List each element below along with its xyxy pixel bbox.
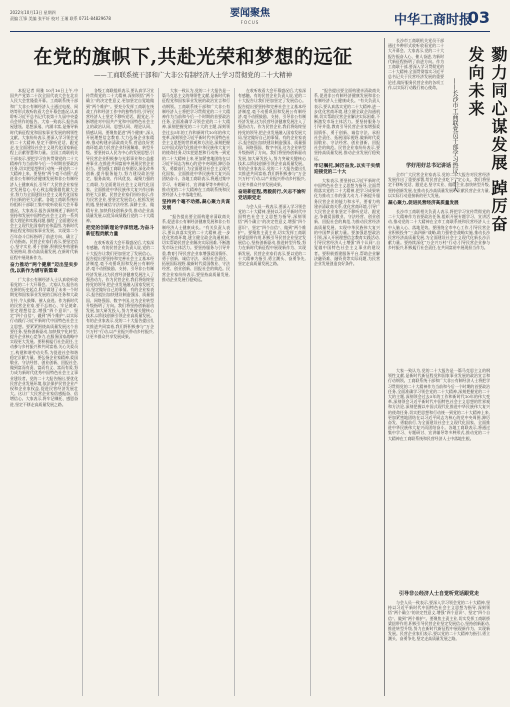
side-article-title: 勠力同心谋发展 踔厉奋发向未来: [466, 46, 508, 234]
paragraph: 在收听收看大会开幕盛况后,大家深有感触。有的民营企业负责人说,党的二十大报告让我们更加坚定了发展信心。报告提出要坚持和完善社会主义基本经济制度,毫不动摇巩固和发展公有制经济,毫不动摇鼓励、支持、引导非公有制经济发展,这为民营经济健康发展注入了强劲动力。作为民营企业,我们将始终坚持党的领导,把企业发展融入国家发展大局,坚定做好自己的事情。有的企业家表示,报告提出加快建设制造强国、质量强国、网络强国、数字中国,这为企业转型升级指明了方向。我们将坚持创新驱动发展,加大研发投入,努力突破关键核心技术,以科技创新引领企业高质量发展。有的企业家表示,党的二十大报告提出扎实推进共同富裕,我们将积极参与“万企兴万村”行动,以产业振兴带动乡村振兴,让更多群众共享发展成果。: [238, 88, 306, 187]
section-heading-3: 坚持两个毫不动摇,凝心聚力共谋发展: [162, 200, 230, 212]
paragraph: 全市广大民营企业家表示,党的二十大报告对民营经济发展作出了重要部署,给民营企业吃下了定心丸。我们将坚定不移听党话、跟党走,坚守实业、做精主业,加快转型升级,坚持创新发展,在推动长沙高质量发展中贡献民营企业力量,以实际行动迎接新的更大发展。: [388, 172, 490, 198]
paragraph: 各级工商联组织表示,要认真学习宣传贯彻党的二十大精神,深刻领悟“两个确立”的决定性意义,更加坚定自觉地做到“两个维护”。要充分发挥工商联在统战工作和经济工作中的独特作用,引导民营经济人士坚定不移听党话、跟党走,不断增进对中国共产党和中国特色社会主义的政治认同、思想认同、理论认同、情感认同。要聚焦促进“两个健康”,深入开展理想信念教育,大力弘扬企业家精神,推动构建亲清政商关系,营造良好营商环境,助力民营企业纾困解难、转型升级。要坚持以人民为中心的发展思想,引导民营企业积极参与光彩事业和公益慈善事业,在推进共同富裕中展现民营企业担当。要加强工商联自身建设,深化改革创新,提升服务能力,努力建设政治坚定、服务高效、作风优良、凝聚力强的工商联,为全面建设社会主义现代化国家、全面推进中华民族伟大复兴作出新的更大贡献。民营企业家们纷纷表示,作为民营企业,要坚定发展信心,抢抓发展机遇,坚持诚信守法经营,深耕主业、做精专业,加快科技创新步伐,推动企业高质量发展,以优异成绩践行党的二十大精神。: [86, 88, 154, 224]
paragraph: 大家表示,要坚持以习近平新时代中国特色社会主义思想为指导,全面贯彻落实党的二十大精神,把学习成果转化为推动工作的强大动力,不断提升服务民营企业的能力和水平。要着力构建亲清政商关系,优化营商环境,引导广大民营企业家坚定不移听党话、跟党走,争做爱国敬业、守法经营、创业创新、回报社会的典范,为推动民营经济高质量发展、实现中华民族伟大复兴的中国梦贡献力量。要加强思想政治引领,深入开展理想信念教育实践活动,引导民营经济人士增强“四个认同”,自觉做中国特色社会主义事业的建设者。要积极搭建服务平台,帮助企业解决融资难、融资贵等实际问题,为民营企业发展创造良好条件。: [314, 177, 380, 267]
article-column-5: [314, 88, 380, 696]
side-column-lower: [388, 368, 490, 586]
side-article-subtitle: ——长沙市工商联党员干部学习热议二十大: [451, 78, 458, 192]
section-heading-2: 把党的创新理论学深悟透,为奋斗新征程贡献力量: [86, 226, 154, 238]
section-name-en: FOCUS: [240, 20, 260, 25]
side-column-mid: [388, 172, 490, 364]
section-label: [218, 8, 282, 25]
section-heading-1: 奋力推动“两个健康”迈出坚实步伐,以新作为谱写新篇章: [10, 262, 78, 274]
paragraph: 长沙市工商联相关负责人表示,将把学习宣传贯彻党的二十大精神作为首要政治任务,组织开展专题学习、宣讲活动,推动党的二十大精神在全市工商联系统和民营经济人士中入脑入心、落地见效。要围绕全市中心工作,引导民营企业积极投身“三高四新”战略,助力强省会战略实施,推动长沙民营经济高质量发展,为全面建设社会主义现代化新长沙贡献力量。要持续深化“万企兴万村”行动,引导民营企业参与乡村振兴,积极履行社会责任,在共同富裕中展现担当作为。: [388, 209, 490, 251]
section-name: 要闻聚焦: [230, 8, 270, 19]
page-number: 03: [467, 8, 490, 27]
article-divider: [384, 38, 385, 696]
paragraph: 大家一致认为,党的二十大报告是一篇马克思主义的纲领性文献,是新时代新征程党和国家事业发展的政治宣言和行动纲领。工商联系统干部和广大非公有制经济人士将把学习贯彻党的二十大精神作为当前和今后一个时期的首要政治任务,全面准确学习领会党的二十大精神,深刻把握党的二十大的主题,深刻领会过去5年的工作和新时代10年的伟大变革,深刻领会习近平新时代中国特色社会主义思想的世界观和方法论,深刻把握以中国式现代化推进中华民族伟大复兴的使命任务,切实把思想和行动统一到党的二十大精神上来,更加紧密地团结在以习近平同志为核心的党中央周围,踔厉奋发、勇毅前行,为全面建设社会主义现代化国家、全面推进中华民族伟大复兴而团结奋斗。各地工商联表示,将通过集中学习、专题研讨、宣讲辅导等多种形式,推动党的二十大精神在工商联系统和民营经济人士中落地生根。: [388, 368, 490, 441]
issue-date: 2022年10月13日 星期四: [10, 10, 56, 15]
paragraph: “报告提出要全面构建亲清政商关系,促进非公有制经济健康发展和非公有制经济人士健康成长。”有关负责人表示,要认真落实党的二十大精神,进一步优化营商环境,建立健全政企沟通机制,切实帮助民营企业解决实际困难,不断激发市场主体活力。要坚持服务与引导并重,教育引导民营企业家增强爱国情怀、勇于创新、诚信守法、承担社会责任、拓展国际视野,做新时代爱国敬业、守法经营、创业创新、回报社会的典范。民营企业家纷纷表示,要坚持高质量发展,推动企业发展行稳致远。: [314, 88, 380, 161]
issue-info: [10, 10, 180, 21]
column-divider: [158, 88, 159, 696]
paragraph: 在收听收看大会开幕盛况后,大家深有感触。有的民营企业负责人说,党的二十大报告让我们更加坚定了发展信心。报告提出要坚持和完善社会主义基本经济制度,毫不动摇巩固和发展公有制经济,毫不动摇鼓励、支持、引导非公有制经济发展,这为民营经济健康发展注入了强劲动力。作为民营企业,我们将始终坚持党的领导,把企业发展融入国家发展大局,坚定做好自己的事情。有的企业家表示,报告提出加快建设制造强国、质量强国、网络强国、数字中国,这为企业转型升级指明了方向。我们将坚持创新驱动发展,加大研发投入,努力突破关键核心技术,以科技创新引领企业高质量发展。有的企业家表示,党的二十大报告提出扎实推进共同富裕,我们将积极参与“万企兴万村”行动,以产业振兴带动乡村振兴,让更多群众共享发展成果。: [86, 240, 154, 339]
paragraph: 与会人员一致表示,要深入学习领会党的二十大精神,坚持以习近平新时代中国特色社会主义思想为指导,深刻领悟“两个确立”的决定性意义,增强“四个意识”、坚定“四个自信”、做到“两个维护”。要聚焦主责主业,切实发挥工商联桥梁纽带作用,积极引导民营企业坚定发展信心,坚持创新驱动,推进转型升级,努力在新时代新征程中展现新作为、实现新发展。民营企业家们表示,要以党的二十大精神为指引,勇立潮头、奋勇争先,坚定走高质量发展之路。: [388, 600, 490, 642]
paragraph: “报告提出要全面构建亲清政商关系,促进非公有制经济健康发展和非公有制经济人士健康成长。”有关负责人表示,要认真落实党的二十大精神,进一步优化营商环境,建立健全政企沟通机制,切实帮助民营企业解决实际困难,不断激发市场主体活力。要坚持服务与引导并重,教育引导民营企业家增强爱国情怀、勇于创新、诚信守法、承担社会责任、拓展国际视野,做新时代爱国敬业、守法经营、创业创新、回报社会的典范。民营企业家纷纷表示,要坚持高质量发展,推动企业发展行稳致远。: [162, 214, 230, 282]
paragraph: 本报记者 周雅 10月16日上午,中国共产党第二十次全国代表大会在北京人民大会堂隆重开幕。工商联系统干部和广大非公有制经济人士通过电视、网络等形式收听收看大会开幕会盛况,认真聆听习近平总书记代表第十九届中央委员会所作的报告。大家一致表示,报告高屋建瓴、思想深邃、内涵丰富,是指导新时代新征程党和国家事业发展的纲领性文献。大家纷纷表示,要深入学习领会党的二十大精神,坚定不移听党话、跟党走,在全面建设社会主义现代化国家新征程上贡献智慧和力量。全国工商联机关干部表示,要把学习宣传贯彻党的二十大精神作为当前和今后一个时期首要政治任务,切实把思想和行动统一到党的二十大精神上来。要坚持“两个毫不动摇”,促进非公有制经济健康发展和非公有制经济人士健康成长,引导广大民营企业家坚定发展信心,专心致志做强做优做大企业,努力为全面建设社会主义现代化国家作出新的更大贡献。各地工商联系统纷纷组织干部职工集中收听收看大会开幕盛况。大家表示,报告深刻阐述了新时代坚持和发展中国特色社会主义的一系列重大理论和实践问题,描绘了全面建设社会主义现代化国家的宏伟蓝图,为新时代新征程党和国家事业发展、实现第二个百年奋斗目标指明了前进方向、确立了行动指南。民营企业家们表示,要坚定信心,坚守实业,勇于创新,积极投身构建新发展格局,推动高质量发展,在新时代新征程中展现新作为。: [10, 88, 78, 260]
section-heading-5: 牢记嘱托,踔厉奋发,以实干实绩迎接党的二十大: [314, 163, 380, 175]
paper-name: 中华工商时报: [393, 13, 472, 28]
side-column-bottom: [388, 600, 490, 696]
headline: 在党的旗帜下,共赴光荣和梦想的远征: [33, 46, 353, 68]
section-heading-4: 奋进新征程,勇毅前行,矢志不渝听党话跟党走: [238, 189, 306, 201]
paragraph: 大家一致认为,党的二十大报告是一篇马克思主义的纲领性文献,是新时代新征程党和国家事业发展的政治宣言和行动纲领。工商联系统干部和广大非公有制经济人士将把学习贯彻党的二十大精神作为当前和今后一个时期的首要政治任务,全面准确学习领会党的二十大精神,深刻把握党的二十大的主题,深刻领会过去5年的工作和新时代10年的伟大变革,深刻领会习近平新时代中国特色社会主义思想的世界观和方法论,深刻把握以中国式现代化推进中华民族伟大复兴的使命任务,切实把思想和行动统一到党的二十大精神上来,更加紧密地团结在以习近平同志为核心的党中央周围,踔厉奋发、勇毅前行,为全面建设社会主义现代化国家、全面推进中华民族伟大复兴而团结奋斗。各地工商联表示,将通过集中学习、专题研讨、宣讲辅导等多种形式,推动党的二十大精神在工商联系统和民营经济人士中落地生根。: [162, 88, 230, 198]
paragraph: 广大非公有制经济人士认真收听收看党的二十大开幕会。大家认为,报告站在新的历史起点,科学谋划了未来一个时期党和国家事业发展的目标任务和大政方针,令人鼓舞、催人奋进。作为新时代的民营企业家,要不忘初心、牢记使命,坚定理想信念,增强“四个意识”、坚定“四个自信”、做到“两个维护”,以实际行动践行习近平新时代中国特色社会主义思想。要紧紧围绕高质量发展这个首要任务,坚持创新驱动,加快数字化转型,提升企业核心竞争力,在服务国家战略中实现更大发展。要积极履行社会责任,主动参与乡村振兴和共同富裕,关心关爱员工,构建和谐劳动关系,为促进社会和谐稳定贡献力量。要弘扬企业家精神,爱国敬业、守法经营、创业创新、回报社会,做到富而有责、富而有义、富而有爱,努力成为新时代优秀中国特色社会主义事业建设者。党的二十大报告指出,要优化民营企业发展环境,依法保护民营企业产权和企业家权益,促进民营经济发展壮大。这让广大民营企业家倍感振奋、倍增信心。大家表示,将牢记嘱托、感恩奋进,坚定不移走高质量发展之路。: [10, 276, 78, 407]
issue-editors: 责编 江锋 美编 张平轩 校对 王瑾 联系 0731-84829678: [10, 15, 111, 21]
article-column-3: [162, 88, 230, 696]
column-divider: [82, 88, 83, 696]
newspaper-page: [10, 8, 508, 700]
section-heading-6: 凝心聚力,促进民营经济高质量发展: [388, 201, 459, 207]
article-column-2: [86, 88, 154, 696]
side-section-heading: 学好用好总书记讲话: [406, 163, 452, 169]
side-column-top-left: [388, 38, 444, 158]
masthead-rule: [10, 31, 490, 32]
article-column-4: [238, 88, 306, 696]
side-bottom-heading: 引导非公经济人士自觉听党话跟党走: [398, 591, 479, 597]
subheadline: ——工商联系统干部和广大非公有制经济人士学习贯彻党的二十大精神: [93, 71, 293, 79]
paragraph: 长沙市工商联机关党员干部通过多种形式收听收看党的二十大开幕会。大家表示,党的二十大报告振奋人心、催人奋进,为新时代新征程指明了前进方向。作为工商联干部,要深入学习贯彻党的二十大精神,全面贯彻落实习近平总书记关于民营经济发展的重要论述,做好服务民营企业的各项工作,以实际行动践行初心使命。: [388, 38, 444, 90]
paragraph: 与会人员一致表示,要深入学习领会党的二十大精神,坚持以习近平新时代中国特色社会主义思想为指导,深刻领悟“两个确立”的决定性意义,增强“四个意识”、坚定“四个自信”、做到“两个维护”。要聚焦主责主业,切实发挥工商联桥梁纽带作用,积极引导民营企业坚定发展信心,坚持创新驱动,推进转型升级,努力在新时代新征程中展现新作为、实现新发展。民营企业家们表示,要以党的二十大精神为指引,勇立潮头、奋勇争先,坚定走高质量发展之路。: [238, 203, 306, 267]
column-divider: [310, 88, 311, 696]
column-divider: [234, 88, 235, 696]
article-column-1: [10, 88, 78, 696]
